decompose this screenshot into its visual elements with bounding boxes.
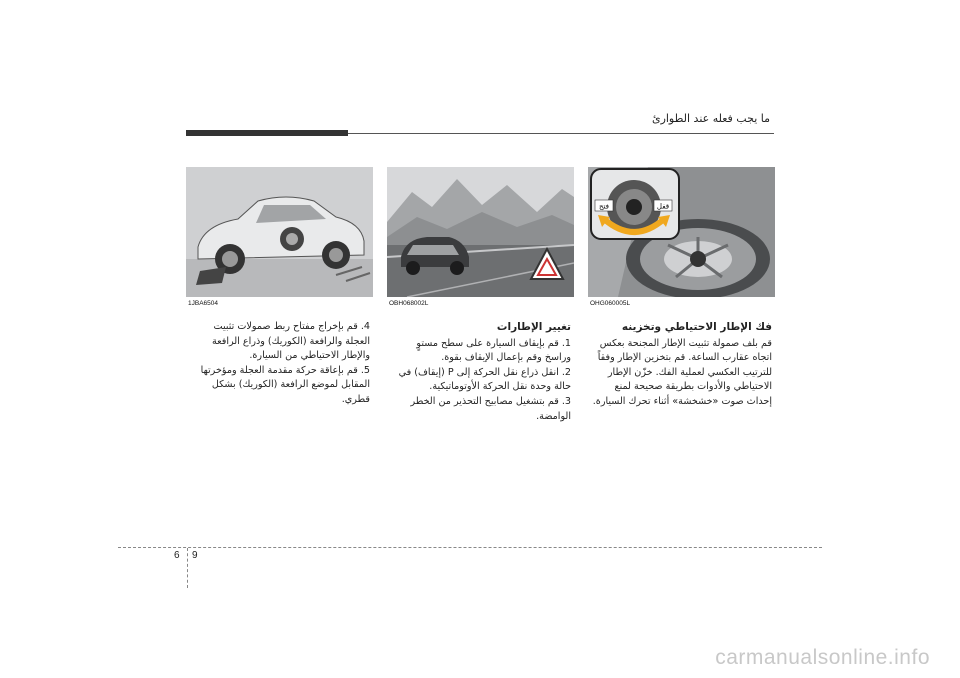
watermark: carmanualsonline.info bbox=[715, 646, 930, 669]
tag-lock: قفل bbox=[656, 202, 670, 211]
footer-divider bbox=[187, 548, 188, 588]
header-rule-accent bbox=[186, 130, 348, 136]
roadside-stop-illustration bbox=[387, 167, 574, 297]
changing-tires-section bbox=[391, 320, 571, 424]
tag-open: فتح bbox=[599, 202, 609, 211]
image-code: OBH068002L bbox=[389, 300, 429, 307]
section-header-title: ما يجب فعله عند الطوارئ bbox=[651, 112, 770, 125]
image-code: OHG060005L bbox=[590, 300, 631, 307]
step-item: 1. قم بإيقاف السيارة على سطح مستوٍ وراسخ وقم بإعمال الإيقاف بقوة. bbox=[416, 337, 571, 364]
section-number: 6 bbox=[174, 550, 180, 561]
section-body: قم بلف صمولة تثبيت الإطار المجنحة بعكس اتجاه عقارب الساعة. قم بتخزين الإطار وفقاً للترتيب العكسي لعملية الفك. خزّن الإطار الاحتياطي والأدوات بطريقة صحيحة لمنع إحداث صوت «خشخشة» أثناء تحرك السيارة. bbox=[592, 337, 772, 407]
changing-tires-continued bbox=[190, 320, 370, 408]
page-number: 9 bbox=[192, 550, 198, 561]
step-item: 2. انقل ذراع نقل الحركة إلى P (إيقاف) في حالة وحدة نقل الحركة الأوتوماتيكية. bbox=[398, 366, 571, 393]
car-jack-illustration bbox=[186, 167, 373, 297]
step-item: 3. قم بتشغيل مصابيح التحذير من الخطر الوامضة. bbox=[410, 395, 571, 422]
step-item: 4. قم بإخراج مفتاح ربط صمولات تثبيت العجلة والرافعة (الكوريك) وذراع الرافعة والإطار الاحتياطي من السيارة. bbox=[211, 321, 370, 362]
spare-tire-section bbox=[592, 320, 772, 410]
spare-tire-illustration bbox=[588, 167, 775, 297]
image-code: 1JBA6504 bbox=[188, 300, 218, 307]
section-title: فك الإطار الاحتياطي وتخزينه bbox=[621, 321, 772, 333]
step-item: 5. قم بإعاقة حركة مقدمة العجلة ومؤخرتها المقابل لموضع الرافعة (الكوريك) بشكل قطري. bbox=[200, 364, 370, 405]
section-title: تغيير الإطارات bbox=[496, 321, 571, 333]
footer-rule bbox=[118, 547, 822, 548]
